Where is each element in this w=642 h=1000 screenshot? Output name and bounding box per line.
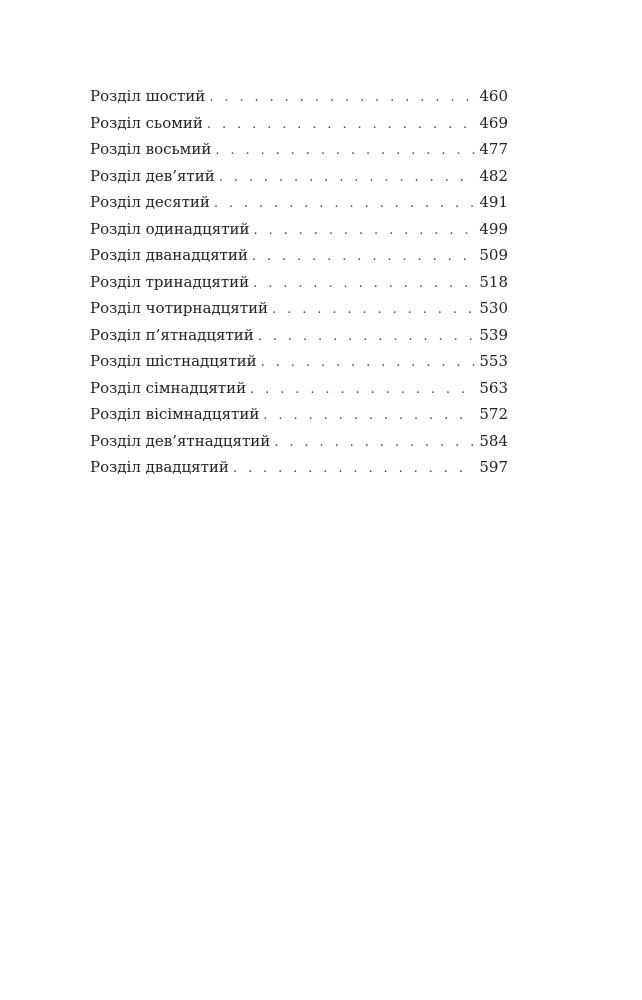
- toc-entry-title: Розділ двадцятий: [90, 458, 229, 476]
- toc-entry-page: 572: [479, 405, 508, 423]
- toc-entry-page: 482: [479, 166, 508, 185]
- toc-dot-leader: [209, 85, 475, 112]
- toc-entry[interactable]: [90, 401, 508, 428]
- toc-entry-title: Розділ дванадцятий: [90, 246, 248, 264]
- toc-entry-page: 563: [479, 378, 508, 397]
- toc-entry-title: Розділ п’ятнадцятий: [90, 325, 254, 344]
- toc-entry-title: Розділ чотирнадцятий: [90, 299, 269, 317]
- toc-entry-page: 509: [479, 246, 508, 264]
- toc-entry[interactable]: [90, 322, 508, 349]
- toc-dot-leader: [263, 403, 475, 430]
- toc-entry-title: Розділ сімнадцятий: [90, 378, 247, 397]
- toc-entry-title: Розділ дев’ятий: [90, 166, 215, 185]
- toc-dot-leader: [250, 377, 475, 404]
- toc-entry-title: Розділ шістнадцятий: [90, 352, 257, 370]
- toc-entry[interactable]: [90, 216, 508, 243]
- toc-entry[interactable]: [90, 136, 508, 163]
- toc-entry[interactable]: [90, 163, 508, 190]
- toc-entry-page: 530: [479, 299, 508, 317]
- toc-entry-page: 491: [479, 193, 508, 211]
- toc-dot-leader: [252, 244, 476, 271]
- toc-dot-leader: [274, 430, 475, 457]
- toc-entry[interactable]: [90, 269, 508, 296]
- table-of-contents: [90, 83, 508, 481]
- toc-dot-leader: [207, 112, 475, 139]
- toc-dot-leader: [261, 350, 476, 377]
- toc-entry[interactable]: [90, 83, 508, 110]
- toc-dot-leader: [258, 324, 476, 351]
- toc-entry-page: 518: [479, 272, 508, 291]
- toc-entry-title: Розділ десятий: [90, 193, 210, 211]
- toc-entry-title: Розділ сьомий: [90, 113, 203, 132]
- toc-dot-leader: [215, 138, 475, 165]
- toc-entry-page: 553: [479, 352, 508, 370]
- toc-dot-leader: [253, 218, 475, 245]
- toc-entry-page: 469: [479, 113, 508, 132]
- toc-entry-title: Розділ шостий: [90, 87, 206, 105]
- toc-entry[interactable]: [90, 189, 508, 216]
- toc-dot-leader: [219, 165, 476, 192]
- toc-dot-leader: [214, 191, 475, 218]
- toc-dot-leader: [253, 271, 475, 298]
- toc-entry-page: 477: [479, 140, 508, 158]
- toc-entry[interactable]: [90, 110, 508, 137]
- toc-entry-title: Розділ вісімнадцятий: [90, 405, 260, 423]
- toc-entry-title: Розділ дев’ятнадцятий: [90, 431, 271, 450]
- toc-entry-page: 499: [479, 219, 508, 238]
- toc-entry[interactable]: [90, 242, 508, 269]
- toc-entry-page: 539: [479, 325, 508, 344]
- toc-dot-leader: [272, 297, 475, 324]
- toc-entry[interactable]: [90, 348, 508, 375]
- toc-entry[interactable]: [90, 428, 508, 455]
- toc-entry-title: Розділ восьмий: [90, 140, 212, 158]
- toc-entry[interactable]: [90, 375, 508, 402]
- toc-entry-page: 597: [479, 458, 508, 476]
- toc-entry-title: Розділ тринадцятий: [90, 272, 250, 291]
- toc-entry[interactable]: [90, 295, 508, 322]
- toc-entry-page: 460: [479, 87, 508, 105]
- toc-entry-page: 584: [479, 431, 508, 450]
- toc-dot-leader: [233, 456, 475, 483]
- toc-entry-title: Розділ одинадцятий: [90, 219, 250, 238]
- toc-entry[interactable]: [90, 454, 508, 481]
